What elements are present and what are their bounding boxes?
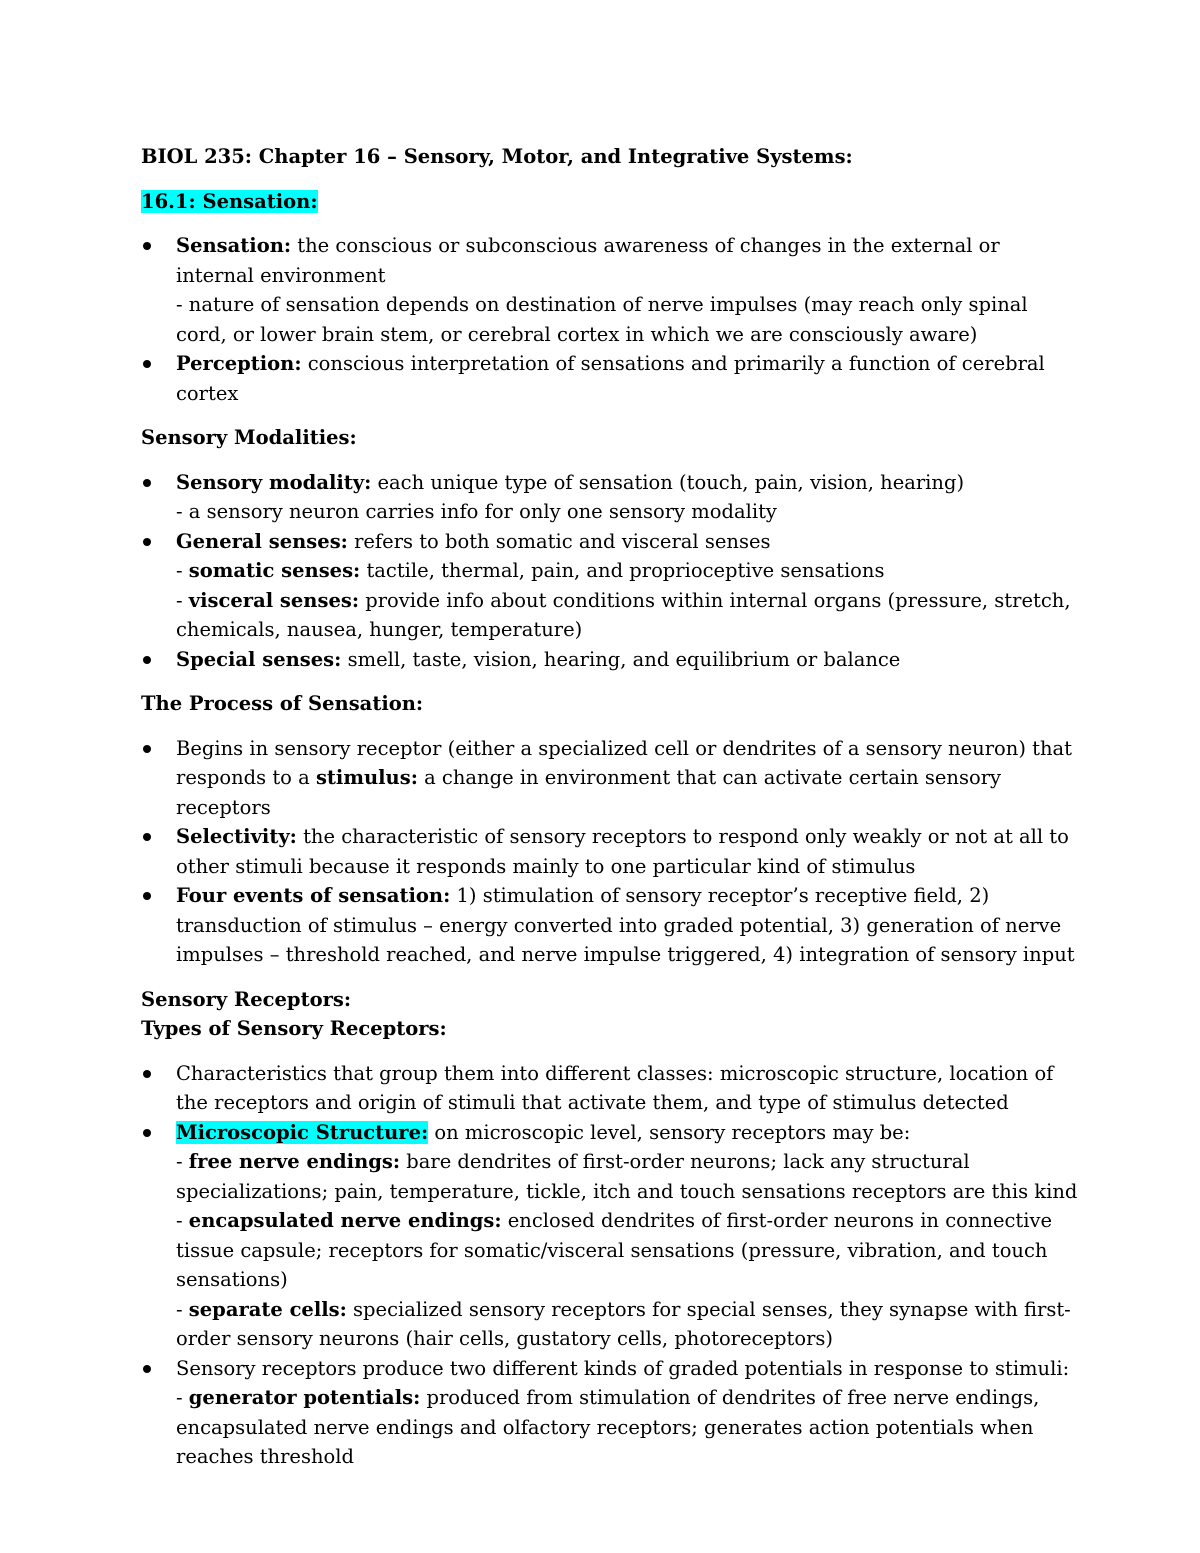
section-heading-sensation (141, 187, 1081, 217)
section-heading-sensory-receptors: Sensory Receptors: (141, 987, 352, 1011)
term: Sensation: (176, 234, 292, 257)
sub-point (176, 1383, 1081, 1472)
list-item (141, 822, 1081, 881)
sub-definition: specialized sensory receptors for special senses, they synapse with first-order sensory neurons (hair cells, gustatory cells, photoreceptors) (176, 1297, 1071, 1350)
dash: - (176, 559, 189, 582)
sensory-modalities-list (141, 468, 1081, 675)
term: Selectivity: (176, 825, 297, 848)
sub-term: visceral senses: (188, 588, 360, 612)
highlighted-term: Microscopic Structure: (176, 1120, 429, 1144)
sensory-receptors-list (141, 1059, 1081, 1472)
dash: - (176, 1297, 189, 1321)
term: Sensory modality: (176, 470, 372, 494)
sub-definition: tactile, thermal, pain, and proprioceptive sensations (360, 559, 885, 582)
sub-point: - nature of sensation depends on destination of nerve impulses (may reach only spinal cord, or lower brain stem, or cerebral cortex in which we are consciously aware) (176, 293, 1028, 346)
definition: smell, taste, vision, hearing, and equilibrium or balance (341, 647, 901, 671)
sub-term: separate cells: (188, 1297, 347, 1321)
sub-point (176, 556, 1081, 586)
section-heading-sensory-modalities: Sensory Modalities: (141, 426, 357, 449)
list-item (141, 349, 1081, 408)
term: Perception: (176, 352, 302, 375)
definition: each unique type of sensation (touch, pain, vision, hearing) (371, 470, 965, 494)
dash: - (176, 1386, 189, 1409)
bullet-icon (143, 745, 151, 753)
sub-term: generator potentials: (188, 1386, 421, 1409)
definition: the conscious or subconscious awareness of changes in the external or internal environment (176, 234, 1000, 287)
sub-point (176, 1206, 1081, 1295)
subheading-types-of-sensory-receptors: Types of Sensory Receptors: (141, 1017, 447, 1040)
sub-point (176, 586, 1081, 645)
intro-text: Begins in sensory receptor (either a specialized cell or dendrites of a sensory neuron) that responds to a (176, 736, 1072, 789)
list-item (141, 1354, 1081, 1472)
definition: the characteristic of sensory receptors to respond only weakly or not at all to other stimuli because it responds mainly to one particular kind of stimulus (176, 825, 1069, 878)
sub-term: free nerve endings: (188, 1150, 401, 1173)
bullet-icon (143, 538, 151, 546)
sub-definition: produced from stimulation of dendrites of free nerve endings, encapsulated nerve endings and olfactory receptors; generates action potentials when reaches threshold (176, 1386, 1040, 1468)
bullet-icon (143, 1129, 151, 1137)
sub-term: encapsulated nerve endings: (188, 1209, 502, 1232)
bullet-icon (143, 1365, 151, 1373)
bullet-icon (143, 656, 151, 664)
term: Four events of sensation: (176, 884, 451, 907)
list-item (141, 1059, 1081, 1118)
sub-point: - a sensory neuron carries info for only one sensory modality (176, 500, 777, 523)
bullet-icon (143, 1070, 151, 1078)
term: General senses: (176, 529, 348, 553)
list-item (141, 1118, 1081, 1354)
list-item (141, 231, 1081, 349)
highlighted-heading: 16.1: Sensation: (141, 189, 318, 213)
sub-definition: bare dendrites of first-order neurons; lack any structural specializations; pain, temperature, tickle, itch and touch sensations receptors are this kind (176, 1150, 1078, 1203)
definition: refers to both somatic and visceral senses (347, 529, 771, 553)
definition: 1) stimulation of sensory receptor’s receptive field, 2) transduction of stimulus – energy converted into graded potential, 3) generation of nerve impulses – threshold reached, and nerve impulse triggered, 4) integration of sensory input (176, 884, 1075, 966)
bullet-icon (143, 242, 151, 250)
sub-point (176, 1147, 1081, 1206)
item-text: Characteristics that group them into different classes: microscopic structure, location of the receptors and origin of stimuli that activate them, and type of stimulus detected (176, 1061, 1054, 1114)
sub-term: somatic senses: (188, 559, 361, 582)
document-content (141, 142, 1081, 1487)
dash: - (176, 1150, 189, 1173)
term: Special senses: (176, 647, 342, 671)
definition: conscious interpretation of sensations and primarily a function of cerebral cortex (176, 352, 1045, 405)
definition: on microscopic level, sensory receptors may be: (428, 1120, 911, 1144)
document-title: BIOL 235: Chapter 16 – Sensory, Motor, and Integrative Systems: (141, 145, 853, 168)
bullet-icon (143, 479, 151, 487)
sub-definition: provide info about conditions within internal organs (pressure, stretch, chemicals, nausea, hunger, temperature) (176, 588, 1071, 641)
definition: a change in environment that can activate certain sensory receptors (176, 766, 1002, 819)
sensation-list (141, 231, 1081, 408)
bullet-icon (143, 892, 151, 900)
item-text: Sensory receptors produce two different kinds of graded potentials in response to stimuli: (176, 1356, 1070, 1380)
section-heading-process-of-sensation: The Process of Sensation: (141, 692, 424, 715)
term: stimulus: (315, 766, 418, 789)
list-item (141, 734, 1081, 823)
list-item (141, 881, 1081, 970)
sub-point (176, 1295, 1081, 1354)
bullet-icon (143, 360, 151, 368)
list-item (141, 527, 1081, 645)
dash: - (176, 588, 189, 612)
process-of-sensation-list (141, 734, 1081, 970)
bullet-icon (143, 833, 151, 841)
dash: - (176, 1209, 189, 1232)
list-item (141, 645, 1081, 675)
sub-definition: enclosed dendrites of first-order neurons in connective tissue capsule; receptors for somatic/visceral sensations (pressure, vibration, and touch sensations) (176, 1209, 1053, 1291)
list-item (141, 468, 1081, 527)
